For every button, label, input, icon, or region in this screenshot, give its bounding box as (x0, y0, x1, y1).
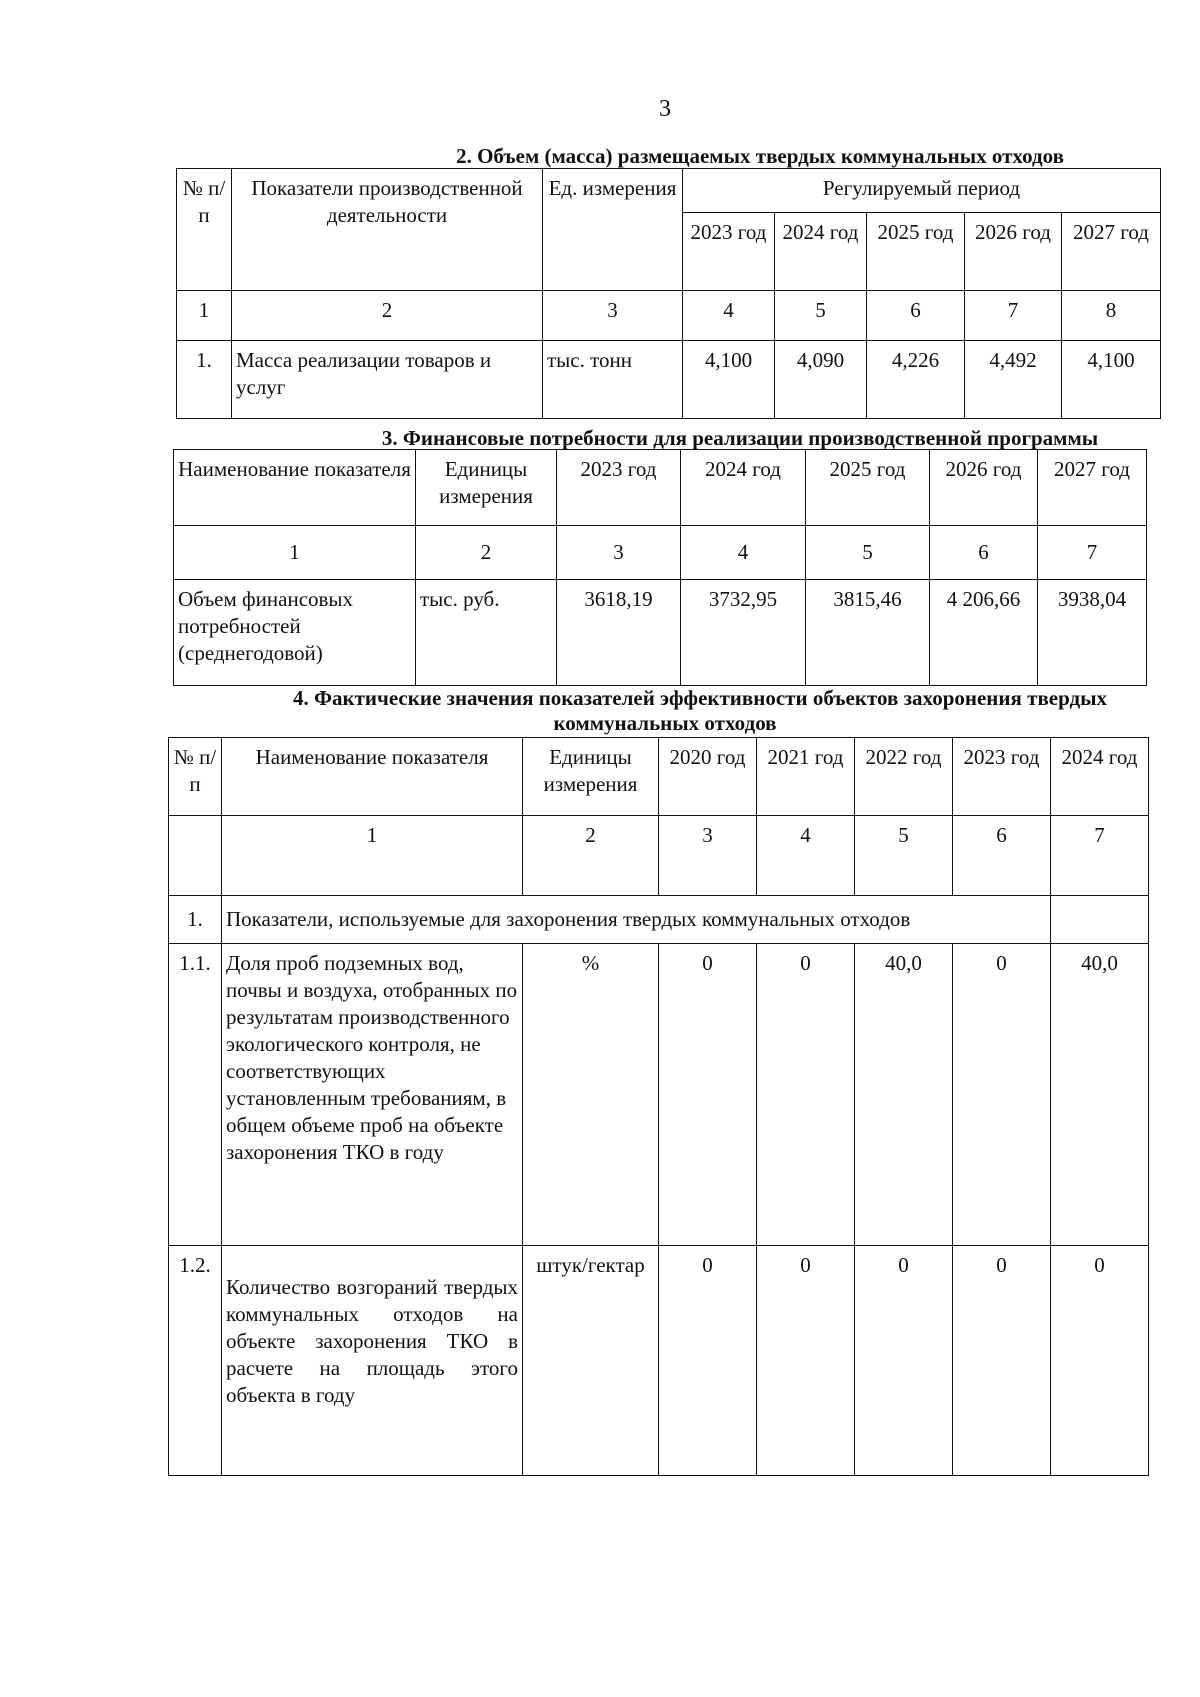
section-2-table (176, 168, 1161, 419)
header-unit: Ед. измерения (543, 169, 683, 291)
header-year: 2024 год (775, 213, 867, 291)
index-cell: 7 (965, 291, 1062, 341)
section-4-title-line2: коммунальных отходов (553, 711, 777, 735)
index-cell: 4 (757, 816, 855, 896)
group-num: 1. (169, 896, 222, 944)
index-cell: 6 (930, 526, 1038, 580)
index-cell: 4 (681, 526, 806, 580)
header-year: 2020 год (659, 738, 757, 816)
row-value: 4 206,66 (930, 580, 1038, 686)
row-value: 40,0 (855, 944, 953, 1246)
header-unit: Единицы измерения (416, 450, 557, 526)
row-value: 0 (1051, 1246, 1149, 1476)
row-num: 1.1. (169, 944, 222, 1246)
header-year: 2027 год (1062, 213, 1161, 291)
header-num: № п/п (169, 738, 222, 816)
page-number: 3 (659, 96, 671, 122)
header-year: 2024 год (681, 450, 806, 526)
section-3-title: 3. Финансовые потребности для реализации производственной программы (381, 426, 1099, 450)
index-cell: 2 (416, 526, 557, 580)
row-name: Объем финансовых потребностей (среднегодовой) (174, 580, 416, 686)
header-year: 2026 год (965, 213, 1062, 291)
index-cell: 3 (543, 291, 683, 341)
row-value: 0 (855, 1246, 953, 1476)
row-value: 4,492 (965, 341, 1062, 419)
section-3-table (173, 449, 1147, 686)
index-cell (169, 816, 222, 896)
row-unit: % (523, 944, 659, 1246)
row-value: 3938,04 (1038, 580, 1147, 686)
row-value: 0 (659, 944, 757, 1246)
header-year: 2023 год (953, 738, 1051, 816)
index-cell: 6 (953, 816, 1051, 896)
index-cell: 5 (775, 291, 867, 341)
row-value: 0 (757, 1246, 855, 1476)
index-cell: 5 (855, 816, 953, 896)
group-name: Показатели, используемые для захоронения твердых коммунальных отходов (222, 896, 1051, 944)
group-empty-cell (1051, 896, 1149, 944)
row-name: Количество возгораний твердых коммунальных отходов на объекте захоронения ТКО в расчете на площадь этого объекта в году (222, 1246, 523, 1476)
row-num: 1.2. (169, 1246, 222, 1476)
header-year: 2021 год (757, 738, 855, 816)
header-year: 2025 год (806, 450, 930, 526)
row-name: Масса реализации товаров и услуг (232, 341, 543, 419)
row-unit: тыс. тонн (543, 341, 683, 419)
row-value: 0 (757, 944, 855, 1246)
row-value: 4,090 (775, 341, 867, 419)
index-cell: 1 (177, 291, 232, 341)
section-4-title-line1: 4. Фактические значения показателей эффективности объектов захоронения твердых (292, 686, 1108, 710)
row-value: 4,226 (867, 341, 965, 419)
header-name: Наименование показателя (222, 738, 523, 816)
index-cell: 2 (232, 291, 543, 341)
row-unit: тыс. руб. (416, 580, 557, 686)
row-value: 40,0 (1051, 944, 1149, 1246)
header-name: Наименование показателя (174, 450, 416, 526)
header-year: 2027 год (1038, 450, 1147, 526)
index-cell: 8 (1062, 291, 1161, 341)
row-value: 3732,95 (681, 580, 806, 686)
header-year: 2025 год (867, 213, 965, 291)
header-year: 2024 год (1051, 738, 1149, 816)
index-cell: 3 (557, 526, 681, 580)
section-4-table (168, 737, 1149, 1476)
row-value: 4,100 (683, 341, 775, 419)
row-unit: штук/гектар (523, 1246, 659, 1476)
index-cell: 1 (222, 816, 523, 896)
row-value: 3815,46 (806, 580, 930, 686)
section-2-title: 2. Объем (масса) размещаемых твердых коммунальных отходов (456, 144, 1064, 168)
header-num: № п/п (177, 169, 232, 291)
header-year: 2022 год (855, 738, 953, 816)
index-cell: 7 (1051, 816, 1149, 896)
index-cell: 1 (174, 526, 416, 580)
header-unit: Единицы измерения (523, 738, 659, 816)
row-value: 3618,19 (557, 580, 681, 686)
row-name: Доля проб подземных вод, почвы и воздуха, отобранных по результатам производственного экологического контроля, не соответствующих установленным требованиям, в общем объеме проб на объекте захоронения ТКО в году (222, 944, 523, 1246)
header-year: 2023 год (683, 213, 775, 291)
header-year: 2026 год (930, 450, 1038, 526)
row-num: 1. (177, 341, 232, 419)
row-value: 0 (659, 1246, 757, 1476)
row-value: 0 (953, 1246, 1051, 1476)
row-value: 4,100 (1062, 341, 1161, 419)
index-cell: 5 (806, 526, 930, 580)
index-cell: 6 (867, 291, 965, 341)
header-indicator: Показатели производственной деятельности (232, 169, 543, 291)
header-year: 2023 год (557, 450, 681, 526)
row-value: 0 (953, 944, 1051, 1246)
index-cell: 4 (683, 291, 775, 341)
index-cell: 7 (1038, 526, 1147, 580)
index-cell: 3 (659, 816, 757, 896)
header-period: Регулируемый период (683, 169, 1161, 213)
index-cell: 2 (523, 816, 659, 896)
